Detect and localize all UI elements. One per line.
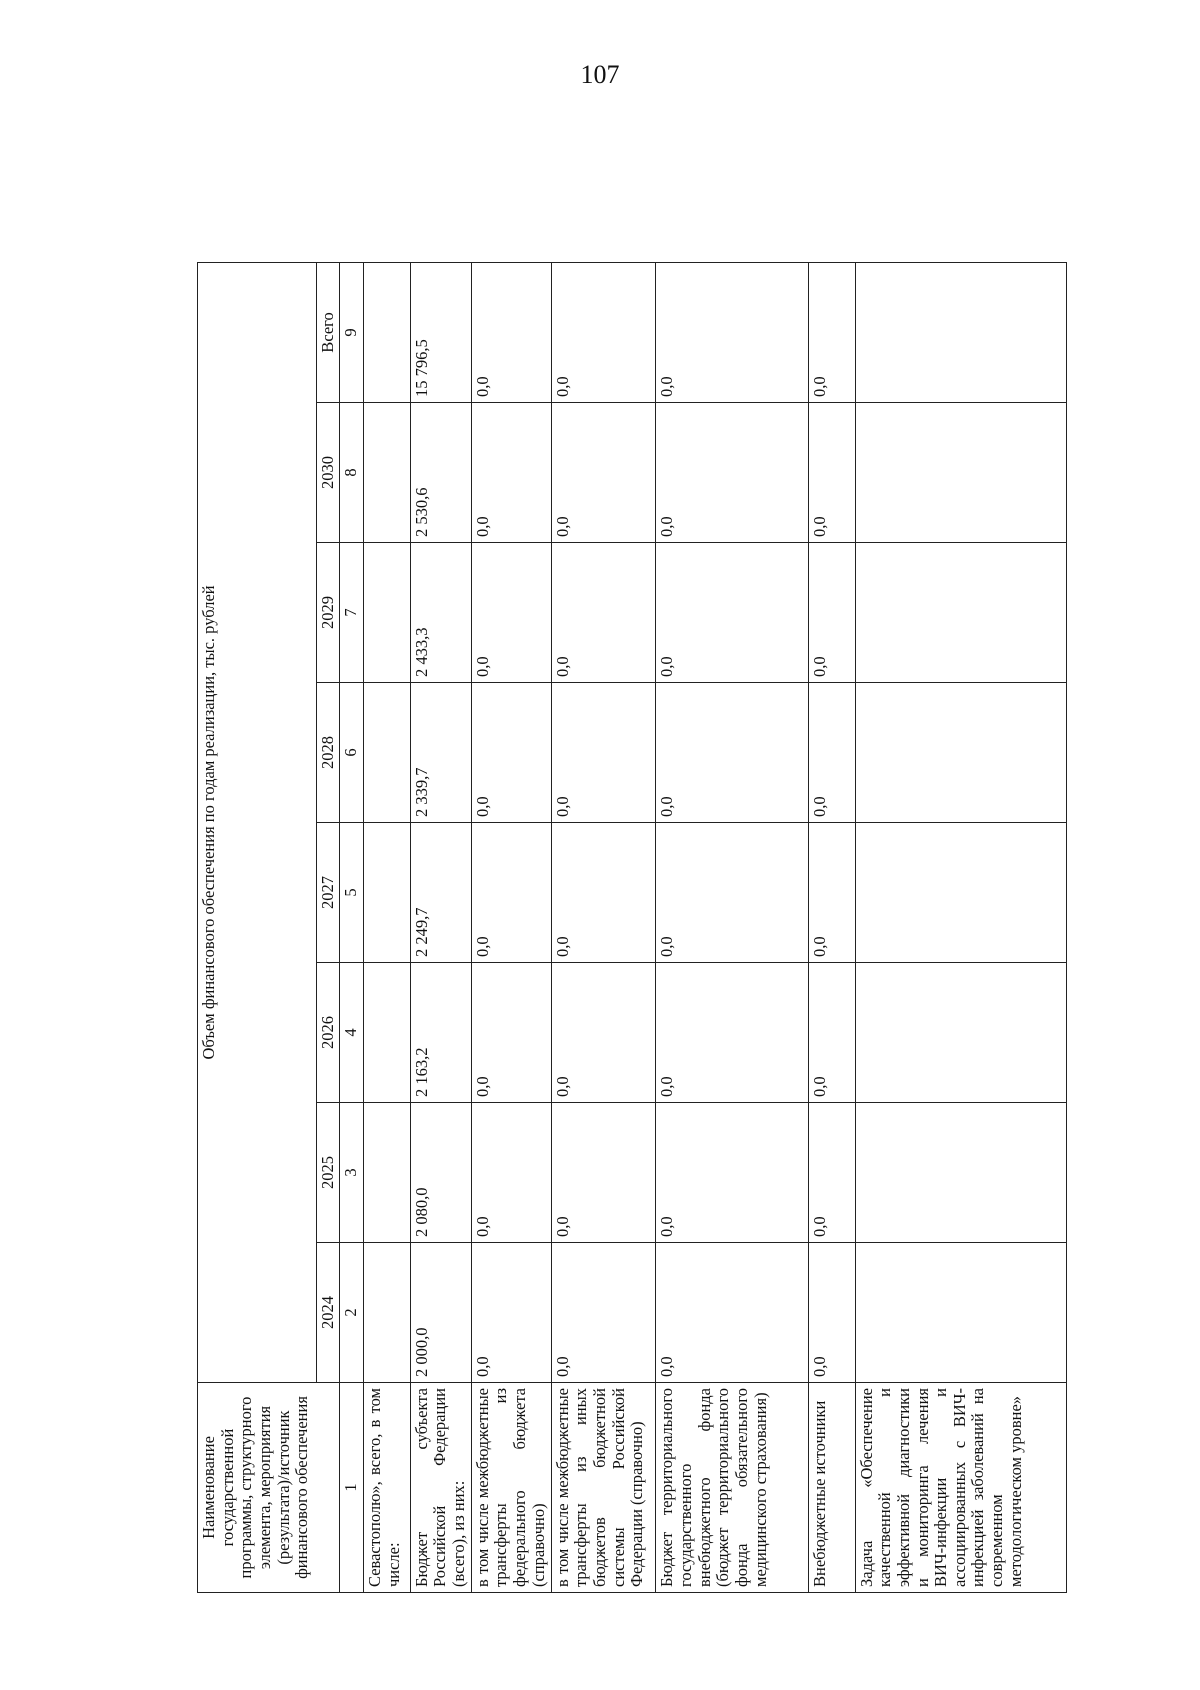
column-number-cell: 1 [340,1383,364,1593]
value-cell: 0,0 [551,262,656,402]
value-cell [855,1243,1066,1383]
value-cell: 0,0 [656,963,809,1103]
value-cell: 0,0 [471,1103,551,1243]
year-cell: 2025 [316,1103,340,1243]
row-label: Бюджет субъекта Российской Федерации (всего), из них: [410,1383,471,1593]
year-cell: Всего [316,262,340,402]
value-cell: 0,0 [656,543,809,683]
value-cell: 2 163,2 [410,963,471,1103]
value-cell: 0,0 [809,1103,855,1243]
page-number: 107 [580,60,620,89]
value-cell: 2 530,6 [410,403,471,543]
row-label: Бюджет территориального государственного внебюджетного фонда (бюджет территориального фонда обязательного медицинского страхования) [656,1383,809,1593]
value-cell: 2 000,0 [410,1243,471,1383]
table-row [471,262,551,1592]
value-cell: 0,0 [471,262,551,402]
value-cell [364,1243,410,1383]
value-cell [855,1103,1066,1243]
value-cell: 0,0 [551,1243,656,1383]
header-name-cell: Наименование государственной программы, структурного элемента, мероприятия (результата)/источник финансового обеспечения [198,1383,340,1593]
year-cell: 2029 [316,543,340,683]
table-row [551,262,656,1592]
financing-table [197,262,1067,1593]
table-row [809,262,855,1592]
value-cell: 0,0 [471,823,551,963]
column-number-cell: 5 [340,823,364,963]
value-cell: 15 796,5 [410,262,471,402]
column-number-cell: 9 [340,262,364,402]
year-cell: 2030 [316,403,340,543]
value-cell: 0,0 [471,543,551,683]
value-cell [364,823,410,963]
column-number-cell: 3 [340,1103,364,1243]
column-number-cell: 4 [340,963,364,1103]
value-cell: 0,0 [656,262,809,402]
header-row [198,262,317,1592]
row-label: в том числе межбюджетные трансферты из иных бюджетов бюджетной системы Российской Федерации (справочно) [551,1383,656,1593]
row-label: Севастополю», всего, в том числе: [364,1383,410,1593]
value-cell: 0,0 [471,1243,551,1383]
column-number-cell: 7 [340,543,364,683]
value-cell [855,403,1066,543]
table-row [656,262,809,1592]
value-cell: 2 080,0 [410,1103,471,1243]
value-cell: 0,0 [656,403,809,543]
column-number-cell: 8 [340,403,364,543]
value-cell: 0,0 [656,1243,809,1383]
value-cell: 0,0 [551,683,656,823]
value-cell [364,262,410,402]
row-label: Внебюджетные источники [809,1383,855,1593]
value-cell: 0,0 [551,1103,656,1243]
value-cell: 0,0 [809,823,855,963]
value-cell [855,963,1066,1103]
value-cell [364,683,410,823]
value-cell: 0,0 [809,963,855,1103]
value-cell [364,543,410,683]
value-cell: 0,0 [471,683,551,823]
value-cell: 2 249,7 [410,823,471,963]
year-cell: 2028 [316,683,340,823]
column-number-cell: 2 [340,1243,364,1383]
value-cell [855,543,1066,683]
header-volume-cell: Объем финансового обеспечения по годам реализации, тыс. рублей [198,262,317,1382]
table-row [410,262,471,1592]
value-cell: 0,0 [809,403,855,543]
value-cell: 0,0 [551,403,656,543]
value-cell: 0,0 [656,823,809,963]
year-cell: 2024 [316,1243,340,1383]
value-cell: 2 433,3 [410,543,471,683]
value-cell: 0,0 [656,683,809,823]
value-cell [855,683,1066,823]
value-cell [364,963,410,1103]
value-cell: 0,0 [551,823,656,963]
column-number-cell: 6 [340,683,364,823]
value-cell: 0,0 [809,1243,855,1383]
value-cell: 0,0 [471,963,551,1103]
value-cell [855,823,1066,963]
value-cell: 0,0 [809,262,855,402]
row-label: в том числе межбюджетные трансферты из федерального бюджета (справочно) [471,1383,551,1593]
rotated-table-wrapper [197,263,1067,1593]
value-cell: 0,0 [656,1103,809,1243]
year-cell: 2026 [316,963,340,1103]
table-row [855,262,1066,1592]
value-cell: 0,0 [551,543,656,683]
value-cell: 2 339,7 [410,683,471,823]
year-cell: 2027 [316,823,340,963]
table-row [364,262,410,1592]
column-numbers-row [340,262,364,1592]
value-cell: 0,0 [551,963,656,1103]
value-cell [364,403,410,543]
value-cell: 0,0 [471,403,551,543]
value-cell [364,1103,410,1243]
value-cell: 0,0 [809,683,855,823]
value-cell [855,262,1066,402]
value-cell: 0,0 [809,543,855,683]
row-label: Задача «Обеспечение качественной и эффективной диагностики и мониторинга лечения ВИЧ-инфекции и ассоциированных с ВИЧ-инфекцией заболеваний на современном методологическом уровне» [855,1383,1066,1593]
